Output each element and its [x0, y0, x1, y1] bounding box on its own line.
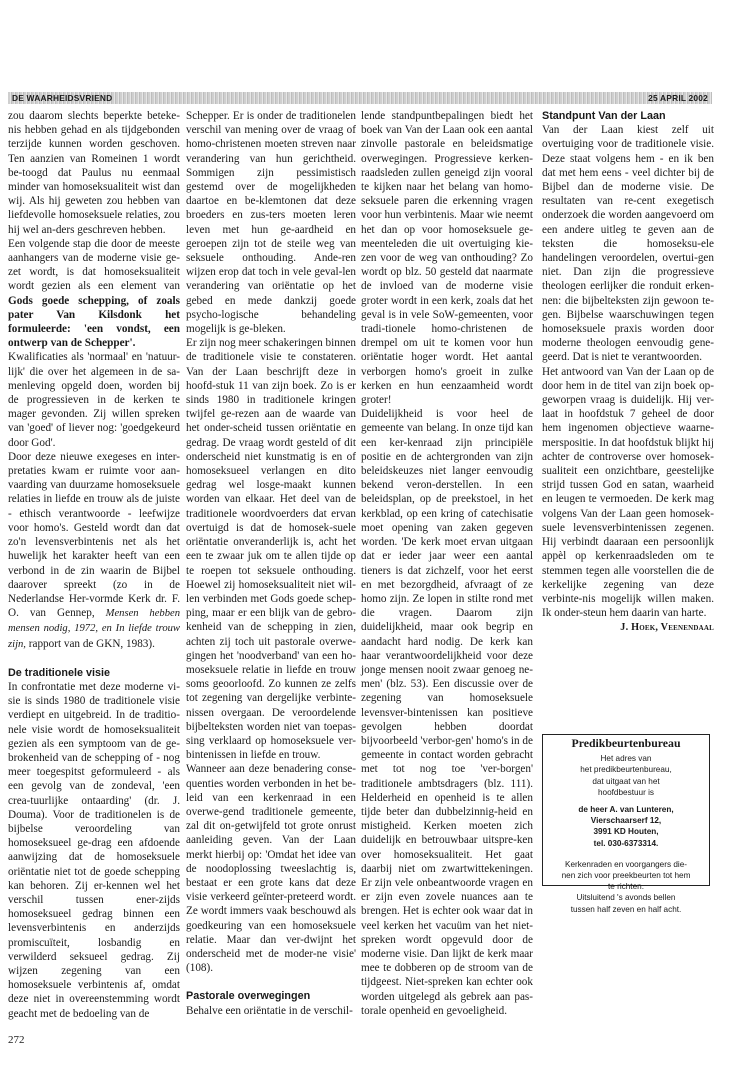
- box-address: [543, 804, 709, 849]
- column-4: [542, 109, 714, 636]
- paragraph: Wanneer aan deze benadering conse-quenties worden verbonden in het be-leid van een kerkenraad in een overwe-gend traditionele gemeente, zal dit on-getwijfeld tot grote onrust aanleiding geven. Van der Laan merkt hierbij op: 'Omdat het idee van de noodoplossing tweeslachtig is, bestaat er een grote kans dat deze visie verkeerd geïnter-preteerd wordt. Ze wordt immers vaak beschouwd als goedkeuring van een homoseksuele relatie. Maar dan ver-dwijnt het onderscheid met de moder-ne visie' (108).: [186, 763, 356, 975]
- paragraph: In confrontatie met deze moderne vi-sie is sinds 1980 de traditionele visie verdiept en uitgebreid. In de traditio-nele visie wordt de homoseksualiteit gezien als een symptoom van de ge-brokenheid van de schepping of - nog meer toegespitst geformuleerd - als een gevolg van de zondeval, 'een crea-tuurlijke ontaarding' (dr. J. Douma). Voor de traditionelen is de bijbelse veroordeling van homoseksueel ge-drag een afdoende aanwijzing dat de homoseksuele oriëntatie niet tot de goede schepping kan behoren. Zij er-kennen wel het verschil tussen ener-zijds homoseksueel gedrag binnen een levensverbintenis en anderzijds promiscuïteit, losbandig en verwilderd seksueel gedrag. Zij wijzen zegening van een homoseksuele verbintenis af, omdat deze niet in overeenstemming wordt geacht met de bedoeling van de: [8, 680, 180, 1020]
- publication-name: DE WAARHEIDSVRIEND: [12, 93, 113, 103]
- paragraph: lende standpuntbepalingen biedt het boek van Van der Laan ook een aantal zinvolle pastorale en beleidsmatige overwegingen. Progressieve kerken-raadsleden zullen geneigd zijn vooral te kijken naar het belang van homo-seksuele paren die erkenning vragen voor hun verbintenis. Maar wie neemt het dan op voor homoseksuele ge-meenteleden die uit overtuiging kie-zen voor de weg van onthouding? Zo wordt op blz. 50 gesteld dat naarmate de invloed van de moderne visie groter wordt in een kerk, zoals dat het geval is in vele SoW-gemeenten, voor tradi-tionele homo-christenen de drempel om uit te komen voor hun oriëntatie hoger wordt. Het aantal verborgen homo's groeit in zulke kerken en hun eenzaamheid wordt groter!: [361, 110, 533, 407]
- address-city: 3991 KD Houten,: [593, 827, 659, 837]
- predikbeurtenbureau-box: [542, 734, 710, 914]
- section-heading-traditionele-visie: De traditionele visie: [8, 666, 111, 679]
- note-line: Uitsluitend 's avonds bellen: [576, 893, 676, 903]
- issue-date: 25 APRIL 2002: [648, 93, 708, 103]
- column-1: [8, 109, 180, 1021]
- text-run: Door deze nieuwe exegeses en inter-pretaties kwam er ruimte voor aan-vaarding van duurzame homoseksuele relaties in liefde en trouw als de juiste - ethisch verantwoorde - leefwijze voor homo's. Gesteld wordt dan dat zo'n levensverbintenis net als het huwelijk het karakter heeft van een verbond in de zin waarin de Bijbel daarover spreekt (zo in de Nederlandse Her-vormde Kerk dr. F. O. van Gennep,: [8, 450, 180, 620]
- note-line: nen zich voor preekbeurten tot hem: [561, 871, 691, 881]
- masthead-bar: [8, 92, 712, 104]
- text-run: rapport van de GKN, 1983).: [28, 637, 155, 650]
- address-name: de heer A. van Lunteren,: [578, 805, 674, 815]
- paragraph: Het antwoord van Van der Laan op de door hem in de titel van zijn boek op-geworpen vraag is duidelijk. Hij ver-laat in hoofdstuk 7 geheel de door hem ingenomen objectieve waarne-merspositie. In dat hoofdstuk blijkt hij achter de controverse over homosek-sualiteit een onzichtbare, geestelijke strijd tussen God en satan, waarheid en leugen te vermoeden. De kerk mag volgens Van der Laan geen homosek-suele levensverbintenissen zegenen. Hij verbindt daaraan een persoonlijk appèl op kerkenraadsleden om te stemmen tegen alle voorstellen die de kerkelijke zegening van deze verbinte-nis mogelijk willen maken. Ik onder-steun hem daarin van harte.: [542, 365, 714, 620]
- paragraph: Er zijn nog meer schakeringen binnen de traditionele visie te constateren. Van der Laan beschrijft deze in hoofd-stuk 11 van zijn boek. Zo is er sinds 1980 in traditionele kringen twijfel ge-rezen aan de waarde van het onder-scheid tussen oriëntatie en gedrag. De vraag wordt gesteld of dit onderscheid niet kunstmatig is en of homoseksueel verlangen en dito gedrag wel losge-maakt kunnen worden van elkaar. Het deel van de traditionele woordvoerders dat ervan overtuigd is dat de homosek-suele oriëntatie onveranderlijk is, acht het een te zwaar juk om te allen tijde op te roepen tot seksuele onthouding. Hoewel zij homoseksualiteit niet wil-len verbinden met Gods goede schep-ping, maar er een blijk van de gebro-kenheid van de schepping in zien, achten zij toch uit pastorale overwe-gingen het 'noodverband' van een ho-moseksuele relatie in liefde en trouw soms geoorloofd. Zo kunnen ze zelfs tot zegening van dergelijke verbinte-nissen overgaan. De veroordelende bijbelteksten worden niet van toepas-sing verklaard op homoseksuele ver-bintenissen in liefde en trouw.: [186, 337, 356, 762]
- author-signature: J. Hoek, Veenendaal: [620, 622, 714, 634]
- paragraph: [8, 450, 180, 652]
- note-line: tussen half zeven en half acht.: [570, 904, 682, 914]
- paragraph: Schepper. Er is onder de traditionelen verschil van mening over de vraag of homo-christenen moeten streven naar verandering van hun gerichtheid. Sommigen zijn pessimistisch gestemd over de mogelijkheden daartoe en be-klemtonen dat deze broeders en zus-ters moeten leren leven met hun ge-aardheid en geroepen zijn tot de steile weg van seksuele onthouding. Ande-ren wijzen erop dat toch in vele geval-len verandering van oriëntatie op het gebed en mede dankzij goede psycho-logische behandeling mogelijk is ge-bleken.: [186, 110, 356, 336]
- paragraph: Kwalificaties als 'normaal' en 'natuur-lijk' die over het algemeen in de sa-menleving opgeld doen, worden bij de progressieven in de kerken te mager gevonden. Zij willen spreken van 'goed' of liever nog: 'goedgekeurd door God'.: [8, 351, 180, 449]
- paragraph: zou daarom slechts beperkte beteke-nis hebben gehad en als tijdgebonden terzijde kunnen worden geschoven. Ten aanzien van Romeinen 1 wordt be-toogd dat Paulus nu eenmaal minder van homoseksualiteit wist dan wij. Als hij geweten zou hebben van liefdevolle homoseksuele relaties, zou hij wel an-ders geschreven hebben.: [8, 110, 180, 236]
- paragraph: [8, 237, 180, 351]
- paragraph: Duidelijkheid is voor heel de gemeente van belang. In onze tijd kan een ker-kenraad zijn principiële positie en de achtergronden van zijn beleidskeuzes niet langer eenvoudig bekend veron-derstellen. In een beleidsplan, op de preekstoel, in het kerkblad, op een kring of catechisatie moet opening van zaken gegeven worden. 'De kerk moet ervan uitgaan dat er ieder jaar weer een aantal tieners is dat zichzelf, voor het eerst en met bezorgdheid, afvraagt of ze homo zijn. Ze lopen in stilte rond met die vragen. Daarom zijn duidelijkheid, maar ook begrip en aandacht hard nodig. De kerk kan haar verantwoordelijkheid voor deze jonge mensen nooit zwaar genoeg ne-men' (blz. 53). Een discussie over de zegening van homoseksuele levensver-bintenissen kan positieve gevolgen hebben doordat bijvoorbeeld 'verbor-gen' homo's in de gemeente in contact worden gebracht met tot nog toe 'ver-borgen' traditionele ambtsdragers (blz. 111). Helderheid en openheid is te allen tijde beter dan dubbelzinnig-heid en mistigheid. Kerken moeten zich duidelijk en betrouwbaar uitspre-ken over homoseksualiteit. Het gaat daarbij niet om zwartwittekeningen. Er zijn vele onbeantwoorde vragen en er zijn even zovele nuances aan te brengen. Het is echter ook waar dat in veel kerken het vacuüm van het niet-spreken wordt opgevuld door de moderne visie. Dan lijkt de kerk maar mee te dobberen op de stroom van de tijdgeest. Niet-spreken kan echter ook worden uitgelegd als gebrek aan pas-torale openheid en gevoeligheid.: [361, 408, 533, 1017]
- box-line: dat uitgaat van het: [592, 776, 660, 786]
- paragraph: Van der Laan kiest zelf uit overtuiging voor de traditionele visie. Deze staat volgens hem - en ik ben dat met hem eens - veel dichter bij de Bijbel dan de moderne visie. De resultaten van re-cent exegetisch onderzoek die worden aangevoerd om een andere uitleg te geven aan de teksten die homoseksu-ele handelingen veroordelen, overtui-gen niet. Dan zijn die progressieve theologen eerlijker die ronduit erken-nen: die bijbelteksten zijn gewoon te-gen. Bijbelse waarschuwingen tegen homoseksuele praxis worden door moderne theologen eenvoudig gene-geerd. Dat is niet te verantwoorden.: [542, 124, 714, 364]
- box-title: Predikbeurtenbureau: [571, 736, 681, 750]
- section-heading-standpunt: Standpunt Van der Laan: [542, 110, 666, 122]
- column-3: [361, 109, 533, 1018]
- address-street: Vierschaarserf 12,: [590, 816, 662, 826]
- page-number: 272: [8, 1034, 25, 1046]
- paragraph: Behalve een oriëntatie in de verschil-: [186, 1004, 353, 1017]
- highlighted-text: Gods goede schepping, of zoals pater Van Kilsdonk het formuleerde: 'een vondst, een ontwerp van de Schepper'.: [8, 294, 180, 350]
- note-line: Kerkenraden en voorgangers die-: [565, 859, 687, 869]
- box-line: het predikbeurtenbureau,: [580, 765, 672, 775]
- section-heading-pastorale-overwegingen: Pastorale overwegingen: [186, 990, 311, 1003]
- address-phone: tel. 030-6373314.: [593, 838, 659, 848]
- text-run: Een volgende stap die door de meeste aanhangers van de moderne visie ge-zet wordt, is dat homoseksualiteit wordt gezien als een element van: [8, 237, 180, 293]
- column-2: [186, 109, 356, 1018]
- box-line: Het adres van: [600, 754, 652, 764]
- box-line: hoofdbestuur is: [598, 787, 654, 797]
- note-line: te richten.: [608, 882, 644, 892]
- box-note: [543, 859, 709, 915]
- book-citation: Mensen hebben mensen nodig, 1972, en In liefde trouw zijn,: [8, 608, 181, 650]
